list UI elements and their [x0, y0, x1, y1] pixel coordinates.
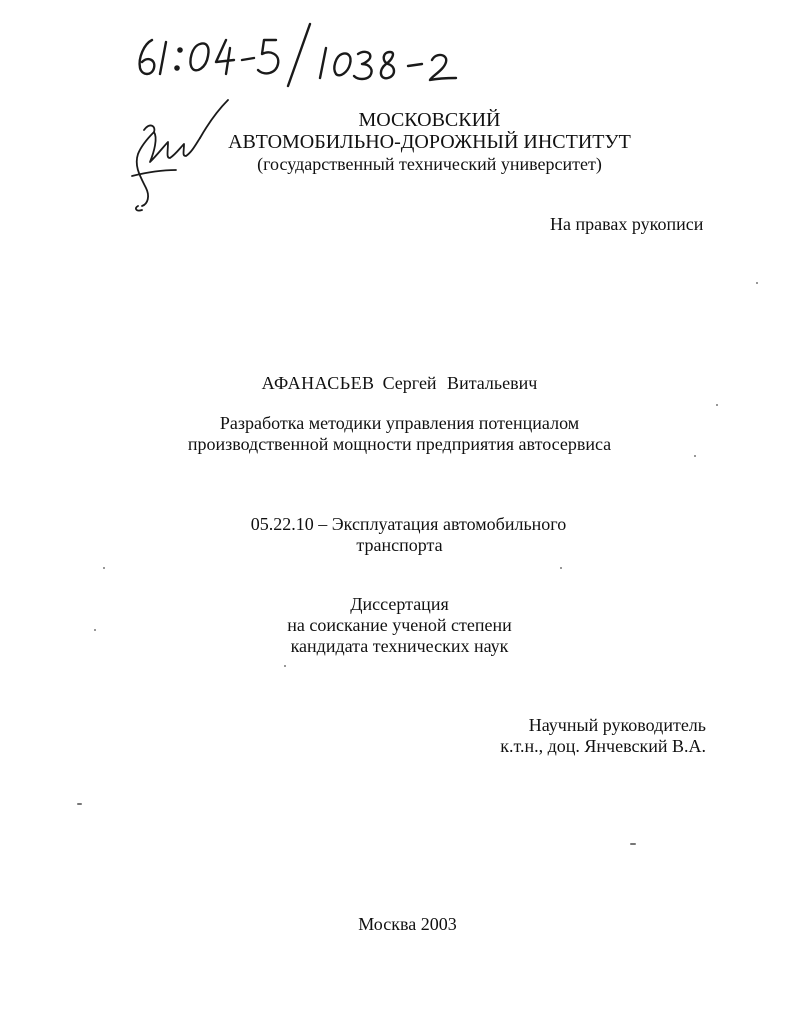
scan-speck	[77, 803, 82, 805]
author-surname: АФАНАСЬЕВ	[261, 373, 375, 393]
scan-speck	[103, 567, 105, 569]
scan-speck	[560, 567, 562, 569]
degree-statement	[0, 594, 799, 657]
degree-line-1: Диссертация	[350, 594, 449, 614]
degree-line-2: на соискание ученой степени	[287, 615, 512, 635]
scan-speck	[716, 404, 718, 406]
specialty-code	[0, 514, 799, 556]
city-and-year: Москва 2003	[358, 914, 457, 934]
institute-name-line-2: АВТОМОБИЛЬНО-ДОРОЖНЫЙ ИНСТИТУТ	[228, 131, 631, 153]
dissertation-title	[0, 413, 799, 455]
title-line-2: производственной мощности предприятия автосервиса	[187, 434, 612, 454]
title-line-1: Разработка методики управления потенциалом	[219, 413, 580, 433]
institute-subtitle: (государственный технический университет)	[257, 154, 602, 174]
author-name	[0, 373, 799, 394]
institute-name-line-1: МОСКОВСКИЙ	[358, 109, 501, 131]
scan-speck	[694, 455, 696, 457]
scan-speck	[94, 629, 96, 631]
scan-speck	[756, 282, 758, 284]
scan-speck	[630, 843, 636, 845]
handwritten-archive-code	[130, 18, 470, 88]
scientific-supervisor	[470, 715, 706, 757]
degree-line-3: кандидата технических наук	[290, 636, 509, 656]
supervisor-line-1: Научный руководитель	[528, 715, 706, 735]
institute-header	[30, 109, 799, 175]
author-given-names: Сергей Витальевич	[382, 373, 538, 393]
scan-speck	[284, 665, 286, 667]
specialty-line-2: транспорта	[356, 535, 443, 555]
supervisor-line-2: к.т.н., доц. Янчевский В.А.	[500, 736, 706, 756]
rights-note: На правах рукописи	[550, 214, 704, 234]
specialty-line-1: 05.22.10 – Эксплуатация автомобильного	[250, 514, 567, 534]
